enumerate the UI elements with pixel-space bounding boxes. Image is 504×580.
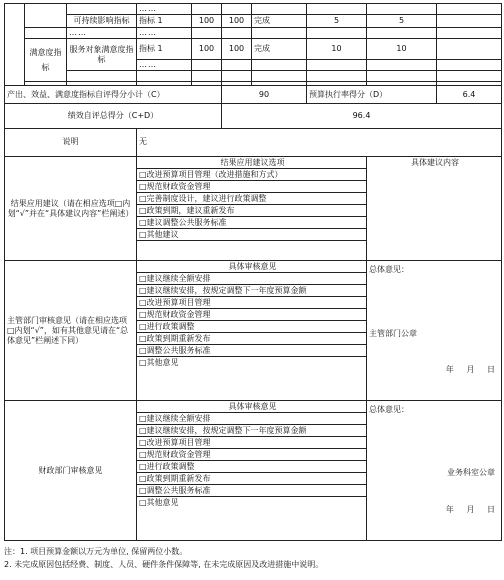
apply-options-list — [137, 156, 367, 260]
indicator-target: 100 — [192, 39, 222, 59]
finance-section-label: 财政部门审核意见 — [5, 401, 137, 541]
apply-content-column — [367, 156, 502, 260]
sustain-indicator-label: 可持续影响指标 — [67, 15, 137, 28]
option-checkbox[interactable]: □建议继续全额安排 — [137, 273, 366, 285]
indicator-status: 完成 — [252, 15, 307, 28]
ellipsis-cell: …… — [67, 28, 137, 39]
total-score-label: 绩效自评总得分（C+D） — [5, 104, 222, 128]
subtotal-label: 产出、效益、满意度指标自评得分小计（C） — [5, 86, 222, 104]
option-checkbox[interactable]: □其他意见 — [139, 358, 179, 368]
ellipsis-cell: …… — [137, 4, 192, 15]
dept-overall-label: 总体意见： — [369, 265, 409, 275]
exec-rate-value: 6.4 — [437, 86, 502, 104]
option-checkbox[interactable]: □建议继续安排，按规定调整下一年度预算金额 — [137, 285, 366, 297]
dept-date-label: 年 月 日 — [445, 365, 495, 375]
indicator-score: 10 — [367, 39, 437, 59]
indicator-target: 100 — [192, 15, 222, 28]
apply-section-label: 结果应用建议（请在相应选项□内划“√”并在“具体建议内容”栏阐述） — [5, 156, 137, 260]
finance-overall-label: 总体意见： — [369, 405, 409, 415]
option-checkbox[interactable]: □改进预算项目管理 — [137, 437, 366, 449]
option-checkbox[interactable]: □改进预算项目管理（改进措施和方式） — [137, 169, 366, 181]
indicator-name: 指标 1 — [137, 39, 192, 59]
option-checkbox[interactable]: □政策到期重新发布 — [137, 333, 366, 345]
apply-content-header: 具体建议内容 — [411, 157, 459, 167]
indicator-weight: 10 — [307, 39, 367, 59]
indicator-score: 5 — [367, 15, 437, 28]
explain-label: 说明 — [5, 128, 137, 156]
blank-category-cell — [25, 4, 67, 28]
total-score-value: 96.4 — [222, 104, 502, 128]
option-checkbox[interactable]: □调整公共服务标准 — [137, 485, 366, 497]
explain-value: 无 — [137, 128, 502, 156]
finance-seal-label: 业务科室公章 — [447, 468, 495, 478]
blank-sub-cell — [67, 4, 137, 15]
indicator-weight: 5 — [307, 15, 367, 28]
finance-overall-opinion — [367, 401, 502, 541]
option-checkbox[interactable]: □其他意见 — [139, 498, 179, 508]
option-checkbox[interactable]: □进行政策调整 — [137, 321, 366, 333]
option-checkbox[interactable]: □其他建议 — [137, 229, 366, 241]
ellipsis-cell: …… — [137, 59, 192, 70]
finance-options-list — [137, 401, 367, 541]
option-checkbox[interactable]: □规范财政资金管理 — [137, 309, 366, 321]
indicator-name: 指标 1 — [137, 15, 192, 28]
evaluation-table — [4, 3, 502, 541]
dept-seal-label: 主管部门公章 — [369, 329, 417, 339]
dept-options-list — [137, 261, 367, 401]
satisfaction-indicator-label: 满意度指标 — [25, 39, 67, 82]
footnotes — [4, 545, 501, 571]
option-checkbox[interactable]: □建议继续安排，按规定调整下一年度预算金额 — [137, 425, 366, 437]
exec-rate-label: 预算执行率得分（D） — [307, 86, 437, 104]
apply-options-header: 结果应用建议选项 — [137, 157, 366, 169]
option-checkbox[interactable]: □规范财政资金管理 — [137, 449, 366, 461]
option-checkbox[interactable]: □建议继续全额安排 — [137, 413, 366, 425]
option-checkbox[interactable]: □建议调整公共服务标准 — [137, 217, 366, 229]
option-checkbox[interactable]: □规范财政资金管理 — [137, 181, 366, 193]
finance-options-header: 具体审核意见 — [137, 401, 366, 413]
option-checkbox[interactable]: □调整公共服务标准 — [137, 345, 366, 357]
footnote-2: 2. 未完成原因包括经费、制度、人员、硬件条件保障等, 在未完成原因及改进措施中说明。 — [4, 560, 324, 569]
dept-overall-opinion — [367, 261, 502, 401]
option-checkbox[interactable]: □完善制度设计，建议进行政策调整 — [137, 193, 366, 205]
indicator-status: 完成 — [252, 39, 307, 59]
subtotal-value: 90 — [222, 86, 307, 104]
footnote-1: 注：1. 项目预算金额以万元为单位, 保留两位小数。 — [4, 547, 188, 556]
indicator-actual: 100 — [222, 39, 252, 59]
option-checkbox[interactable]: □政策到期重新发布 — [137, 473, 366, 485]
ellipsis-cell: …… — [137, 28, 192, 39]
left-spacer-cell — [5, 4, 25, 86]
dept-section-label: 主管部门审核意见（请在相应选项□内划“√”，如有其他意见请在“总体意见”栏阐述下同） — [5, 261, 137, 401]
dept-options-header: 具体审核意见 — [137, 261, 366, 273]
option-checkbox[interactable]: □改进预算项目管理 — [137, 297, 366, 309]
finance-date-label: 年 月 日 — [445, 505, 495, 515]
indicator-actual: 100 — [222, 15, 252, 28]
option-checkbox[interactable]: □进行政策调整 — [137, 461, 366, 473]
option-checkbox[interactable]: □政策到期，建议重新发布 — [137, 205, 366, 217]
service-satisfaction-label: 服务对象满意度指标 — [67, 39, 137, 70]
